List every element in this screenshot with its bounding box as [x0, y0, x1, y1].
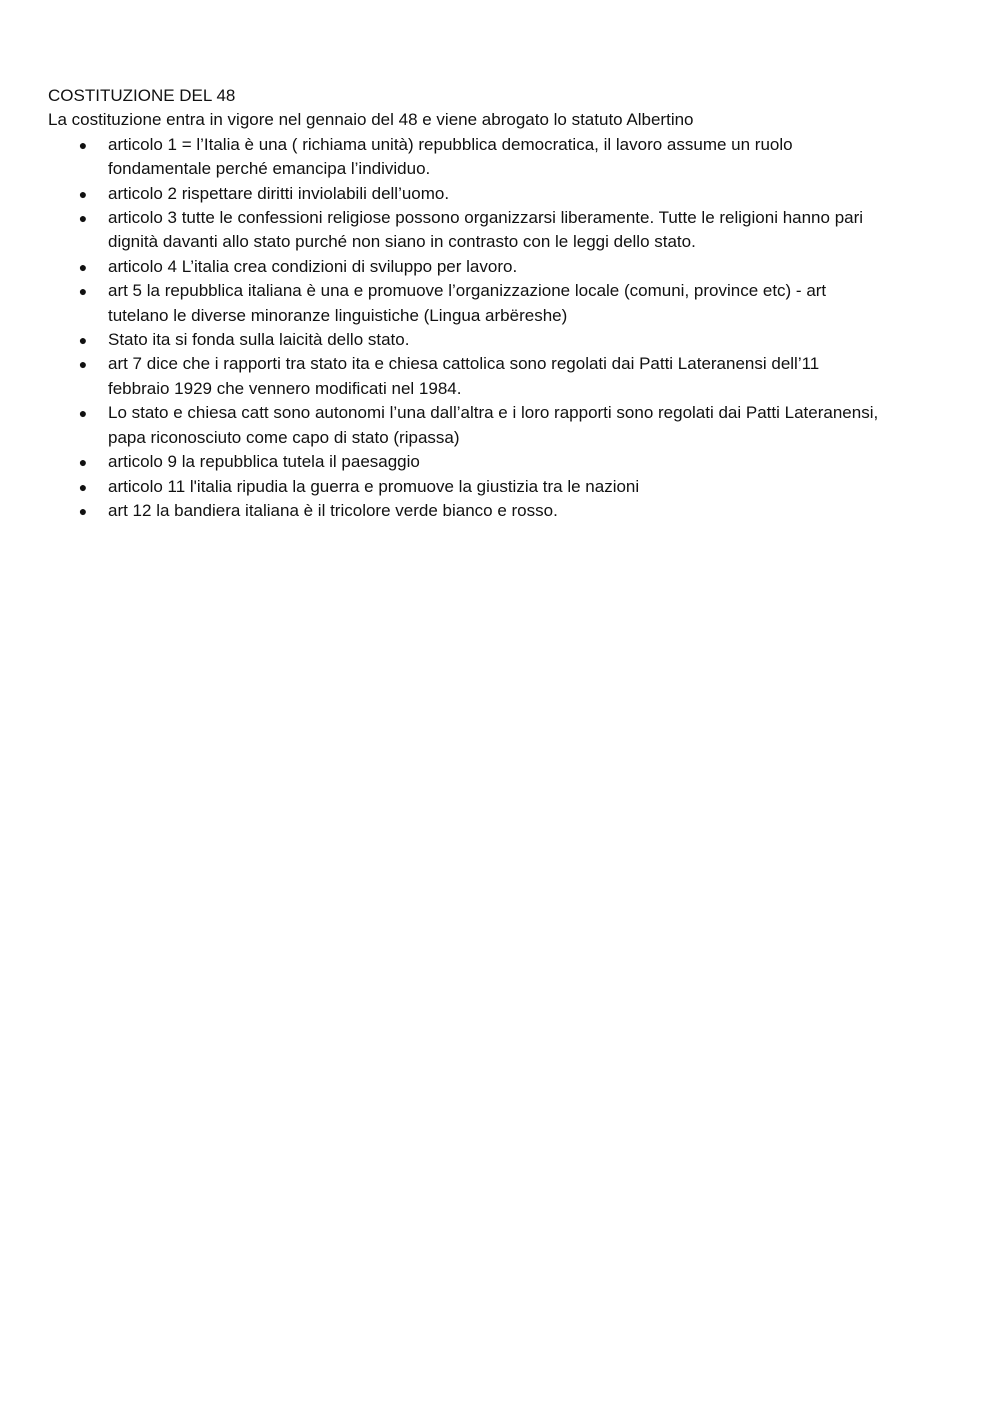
list-item-line: tutelano le diverse minoranze linguistiche (Lingua arbëreshe)	[108, 305, 568, 325]
bullet-icon: ●	[78, 405, 88, 422]
list-item-line: art 7 dice che i rapporti tra stato ita e chiesa cattolica sono regolati dai Patti Lateranensi dell’11	[108, 354, 820, 374]
bullet-icon: ●	[78, 210, 88, 227]
bullet-icon: ●	[78, 185, 88, 202]
bullet-icon: ●	[78, 136, 88, 153]
list-item-line: art 5 la repubblica italiana è una e promuove l’organizzazione locale (comuni, province etc) - art	[108, 281, 827, 301]
list-item-line: art 12 la bandiera italiana è il tricolore verde bianco e rosso.	[108, 500, 558, 520]
list-item	[48, 475, 958, 499]
list-item-line: articolo 11 l'italia ripudia la guerra e promuove la giustizia tra le nazioni	[108, 476, 640, 496]
list-item	[48, 255, 958, 279]
bullet-icon: ●	[78, 502, 88, 519]
list-item	[48, 401, 958, 450]
list-item-line: articolo 3 tutte le confessioni religiose possono organizzarsi liberamente. Tutte le religioni hanno pari	[108, 208, 864, 228]
list-item-line: fondamentale perché emancipa l’individuo.	[108, 159, 431, 179]
list-item	[48, 499, 958, 523]
article-bullet-list	[48, 133, 958, 524]
list-item-line: articolo 9 la repubblica tutela il paesaggio	[108, 452, 420, 472]
list-item	[48, 352, 958, 401]
bullet-icon: ●	[78, 283, 88, 300]
list-item-line: Lo stato e chiesa catt sono autonomi l’una dall’altra e i loro rapporti sono regolati dai Patti Lateranensi,	[108, 403, 879, 423]
list-item-line: febbraio 1929 che vennero modificati nel 1984.	[108, 378, 462, 398]
bullet-icon: ●	[78, 332, 88, 349]
bullet-icon: ●	[78, 258, 88, 275]
list-item	[48, 182, 958, 206]
list-item-line: articolo 4 L’italia crea condizioni di sviluppo per lavoro.	[108, 256, 518, 276]
document-page	[48, 84, 958, 523]
list-item	[48, 450, 958, 474]
bullet-icon: ●	[78, 454, 88, 471]
list-item-line: Stato ita si fonda sulla laicità dello stato.	[108, 330, 410, 350]
list-item	[48, 206, 958, 255]
list-item	[48, 279, 958, 328]
document-title: COSTITUZIONE DEL 48	[48, 86, 236, 105]
bullet-icon: ●	[78, 356, 88, 373]
bullet-icon: ●	[78, 478, 88, 495]
document-intro: La costituzione entra in vigore nel gennaio del 48 e viene abrogato lo statuto Albertino	[48, 110, 694, 130]
list-item	[48, 133, 958, 182]
list-item-line: papa riconosciuto come capo di stato (ripassa)	[108, 427, 460, 447]
list-item-line: articolo 1 = l’Italia è una ( richiama unità) repubblica democratica, il lavoro assume un ruolo	[108, 134, 793, 154]
list-item	[48, 328, 958, 352]
list-item-line: articolo 2 rispettare diritti inviolabili dell’uomo.	[108, 183, 450, 203]
list-item-line: dignità davanti allo stato purché non siano in contrasto con le leggi dello stato.	[108, 232, 696, 252]
